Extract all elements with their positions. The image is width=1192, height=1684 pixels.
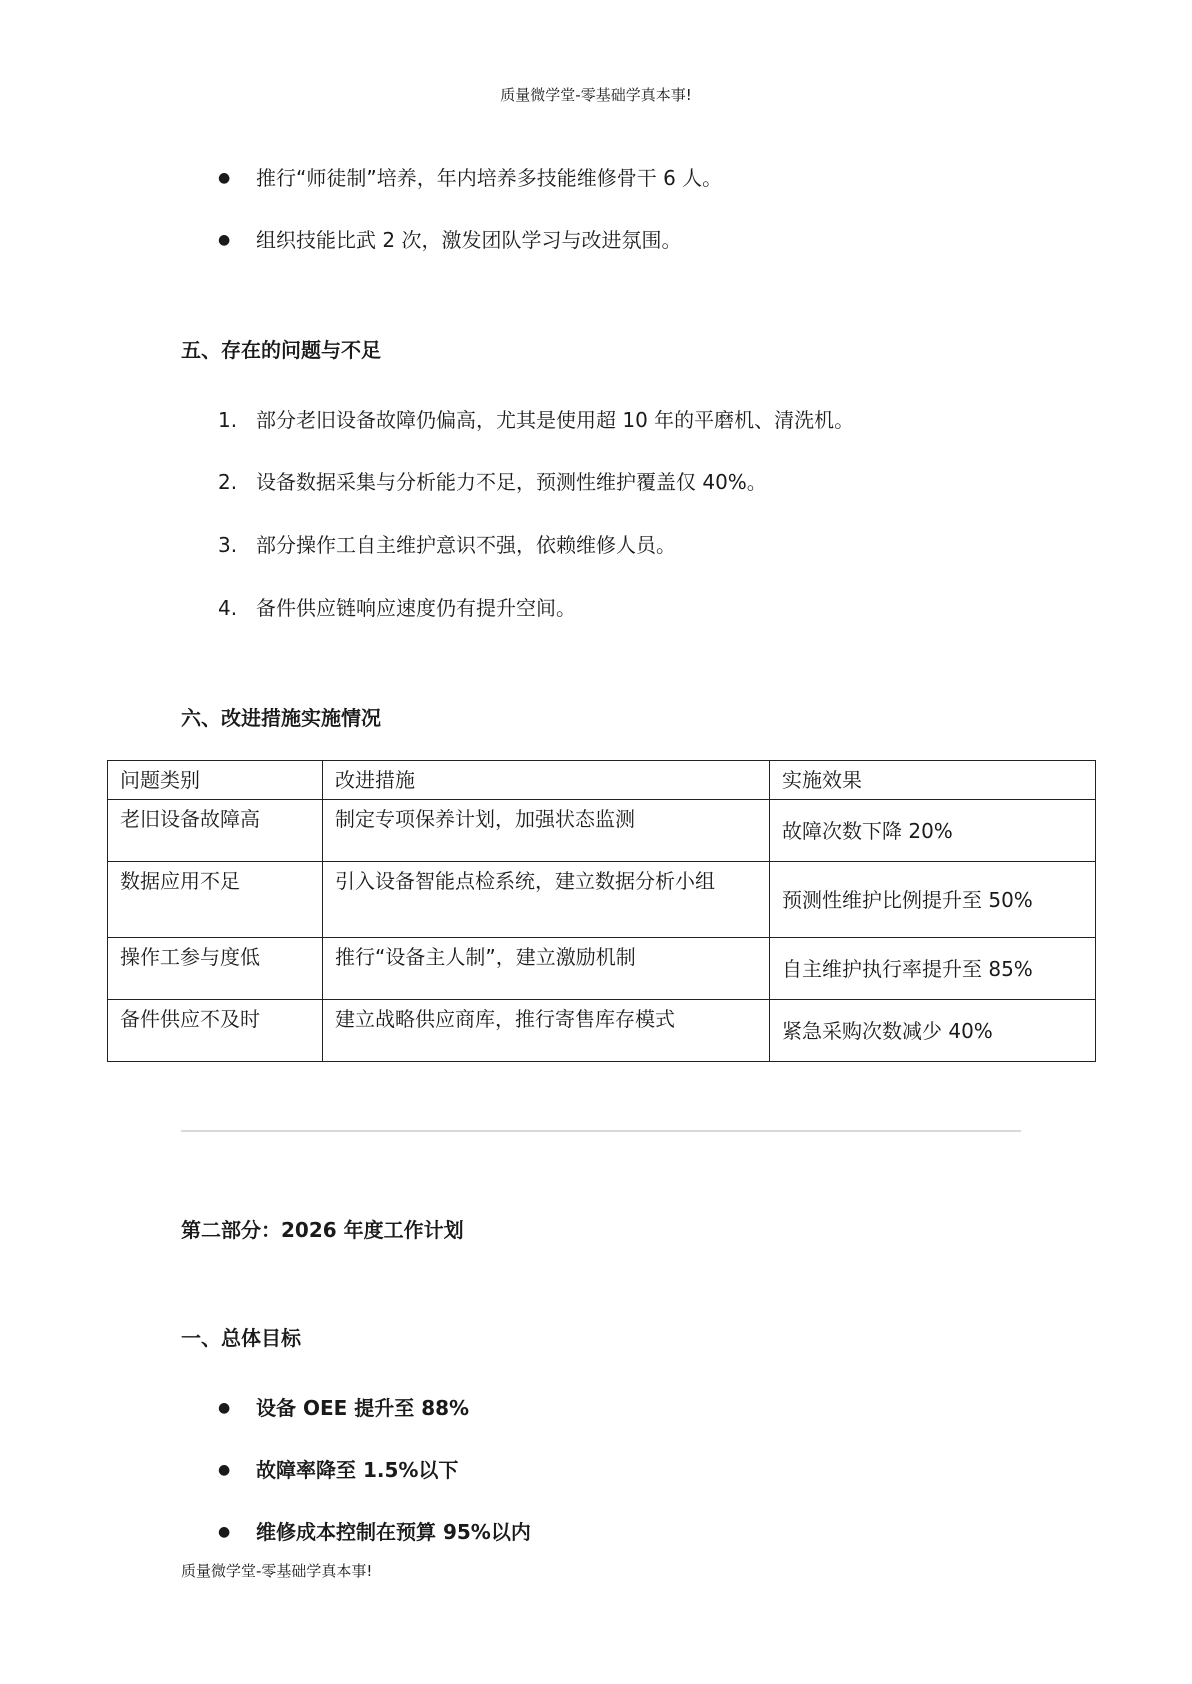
list-item-text: 部分老旧设备故障仍偏高，尤其是使用超 10 年的平磨机、清洗机。 xyxy=(256,408,855,432)
list-item-text: 维修成本控制在预算 95%以内 xyxy=(256,1520,531,1544)
table-cell: 备件供应不及时 xyxy=(108,1000,323,1062)
list-item-text: 故障率降至 1.5%以下 xyxy=(256,1458,459,1482)
table-cell: 制定专项保养计划，加强状态监测 xyxy=(323,800,770,862)
list-item-text: 推行“师徒制”培养，年内培养多技能维修骨干 6 人。 xyxy=(256,166,723,190)
bullet-icon: ● xyxy=(218,1462,231,1478)
bullet-icon: ● xyxy=(218,232,231,248)
list-item xyxy=(218,226,681,254)
list-item-text: 设备 OEE 提升至 88% xyxy=(256,1396,470,1420)
table-cell: 建立战略供应商库，推行寄售库存模式 xyxy=(323,1000,770,1062)
table-row xyxy=(108,800,1096,862)
page-header: 质量微学堂-零基础学真本事! xyxy=(500,86,692,104)
list-item xyxy=(218,406,854,434)
list-item xyxy=(218,468,767,496)
bullet-icon: ● xyxy=(218,1524,231,1540)
list-number: 3. xyxy=(218,533,238,557)
table-cell: 故障次数下降 20% xyxy=(770,800,1096,862)
table-header-cell: 实施效果 xyxy=(770,761,1096,800)
list-item xyxy=(218,594,576,622)
list-number: 4. xyxy=(218,596,238,620)
table-cell: 引入设备智能点检系统，建立数据分析小组 xyxy=(323,862,770,938)
table-cell: 操作工参与度低 xyxy=(108,938,323,1000)
improvement-table xyxy=(107,760,1096,1062)
part-title: 第二部分：2026 年度工作计划 xyxy=(181,1218,464,1242)
table-cell: 老旧设备故障高 xyxy=(108,800,323,862)
section-heading: 五、存在的问题与不足 xyxy=(181,338,381,362)
horizontal-divider xyxy=(181,1130,1021,1132)
table-header-cell: 问题类别 xyxy=(108,761,323,800)
list-item xyxy=(218,164,722,192)
table-row xyxy=(108,862,1096,938)
section-heading: 六、改进措施实施情况 xyxy=(181,706,381,730)
table-cell: 紧急采购次数减少 40% xyxy=(770,1000,1096,1062)
list-item-text: 部分操作工自主维护意识不强，依赖维修人员。 xyxy=(256,533,676,557)
page-footer: 质量微学堂-零基础学真本事! xyxy=(181,1562,373,1580)
bullet-icon: ● xyxy=(218,1400,231,1416)
list-item-text: 设备数据采集与分析能力不足，预测性维护覆盖仅 40%。 xyxy=(256,470,767,494)
list-item-text: 备件供应链响应速度仍有提升空间。 xyxy=(256,596,576,620)
bullet-icon: ● xyxy=(218,170,231,186)
section-heading: 一、总体目标 xyxy=(181,1326,301,1350)
list-number: 2. xyxy=(218,470,238,494)
table-header-row xyxy=(108,761,1096,800)
table-header-cell: 改进措施 xyxy=(323,761,770,800)
table-row xyxy=(108,938,1096,1000)
table-cell: 数据应用不足 xyxy=(108,862,323,938)
table-cell: 推行“设备主人制”，建立激励机制 xyxy=(323,938,770,1000)
list-item xyxy=(218,531,676,559)
list-item xyxy=(218,1518,531,1546)
table-cell: 自主维护执行率提升至 85% xyxy=(770,938,1096,1000)
table-cell: 预测性维护比例提升至 50% xyxy=(770,862,1096,938)
list-item-text: 组织技能比武 2 次，激发团队学习与改进氛围。 xyxy=(256,228,682,252)
table-row xyxy=(108,1000,1096,1062)
list-item xyxy=(218,1456,458,1484)
list-item xyxy=(218,1394,469,1422)
list-number: 1. xyxy=(218,408,238,432)
